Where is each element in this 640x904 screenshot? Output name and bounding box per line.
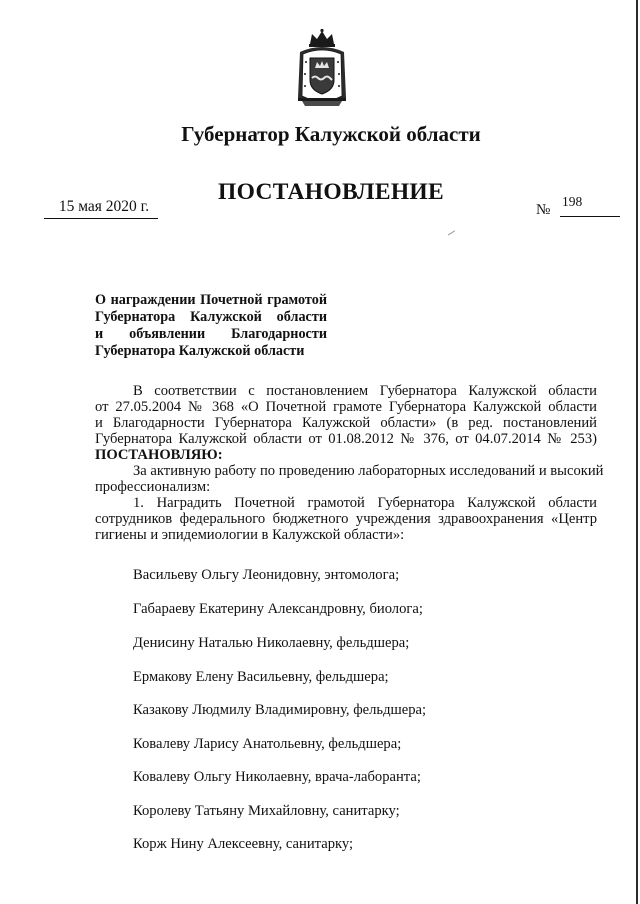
recipient-item: Казакову Людмилу Владимировну, фельдшера;: [133, 702, 427, 718]
date-value: 15 мая 2020 г.: [58, 198, 150, 215]
body-line: 1. Наградить Почетной грамотой Губернатора Калужской области: [133, 495, 597, 511]
body-line: гигиены и эпидемиологии в Калужской области»:: [95, 527, 405, 543]
number-field: [536, 194, 620, 219]
recipient-item: Корж Нину Алексеевну, санитарку;: [133, 836, 354, 852]
recipient-item: Денисину Наталью Николаевну, фельдшера;: [133, 635, 410, 651]
subject-line: О награждении Почетной грамотой: [95, 292, 327, 308]
body-line: профессионализм:: [95, 479, 211, 495]
subject-line: Губернатора Калужской области: [95, 343, 305, 359]
body-line: и Благодарности Губернатора Калужской области» (в ред. постановлений: [95, 415, 597, 431]
recipient-item: Габараеву Екатерину Александровну, биолога;: [133, 601, 423, 617]
body-line: сотрудников федерального бюджетного учреждения здравоохранения «Центр: [95, 511, 597, 527]
subject-block: [95, 292, 327, 360]
body-line: Губернатора Калужской области от 01.08.2012 № 376, от 04.07.2014 № 253): [95, 431, 597, 447]
number-value: 198: [562, 194, 583, 209]
recipient-item: Ковалеву Ларису Анатольевну, фельдшера;: [133, 736, 402, 752]
scan-mark: [448, 230, 458, 240]
subject-line: Губернатора Калужской области: [95, 309, 327, 325]
coat-of-arms-icon: [292, 28, 352, 110]
number-sign: №: [536, 202, 551, 218]
authority-title: Губернатор Калужской области: [181, 122, 481, 146]
document-type: ПОСТАНОВЛЕНИЕ: [218, 179, 444, 205]
body-line: За активную работу по проведению лабораторных исследований и высокий: [133, 463, 604, 479]
recipient-item: Васильеву Ольгу Леонидовну, энтомолога;: [133, 567, 400, 583]
subject-line: и объявлении Благодарности: [95, 326, 327, 342]
recipient-item: Королеву Татьяну Михайловну, санитарку;: [133, 803, 400, 819]
number-underline: [560, 216, 620, 217]
date-field: [44, 198, 158, 219]
recipient-item: Ермакову Елену Васильевну, фельдшера;: [133, 669, 389, 685]
decree-word: ПОСТАНОВЛЯЮ:: [95, 447, 223, 463]
body-line: от 27.05.2004 № 368 «О Почетной грамоте Губернатора Калужской области: [95, 399, 597, 415]
body-line: В соответствии с постановлением Губернатора Калужской области: [133, 383, 597, 399]
recipient-item: Ковалеву Ольгу Николаевну, врача-лаборанта;: [133, 769, 421, 785]
